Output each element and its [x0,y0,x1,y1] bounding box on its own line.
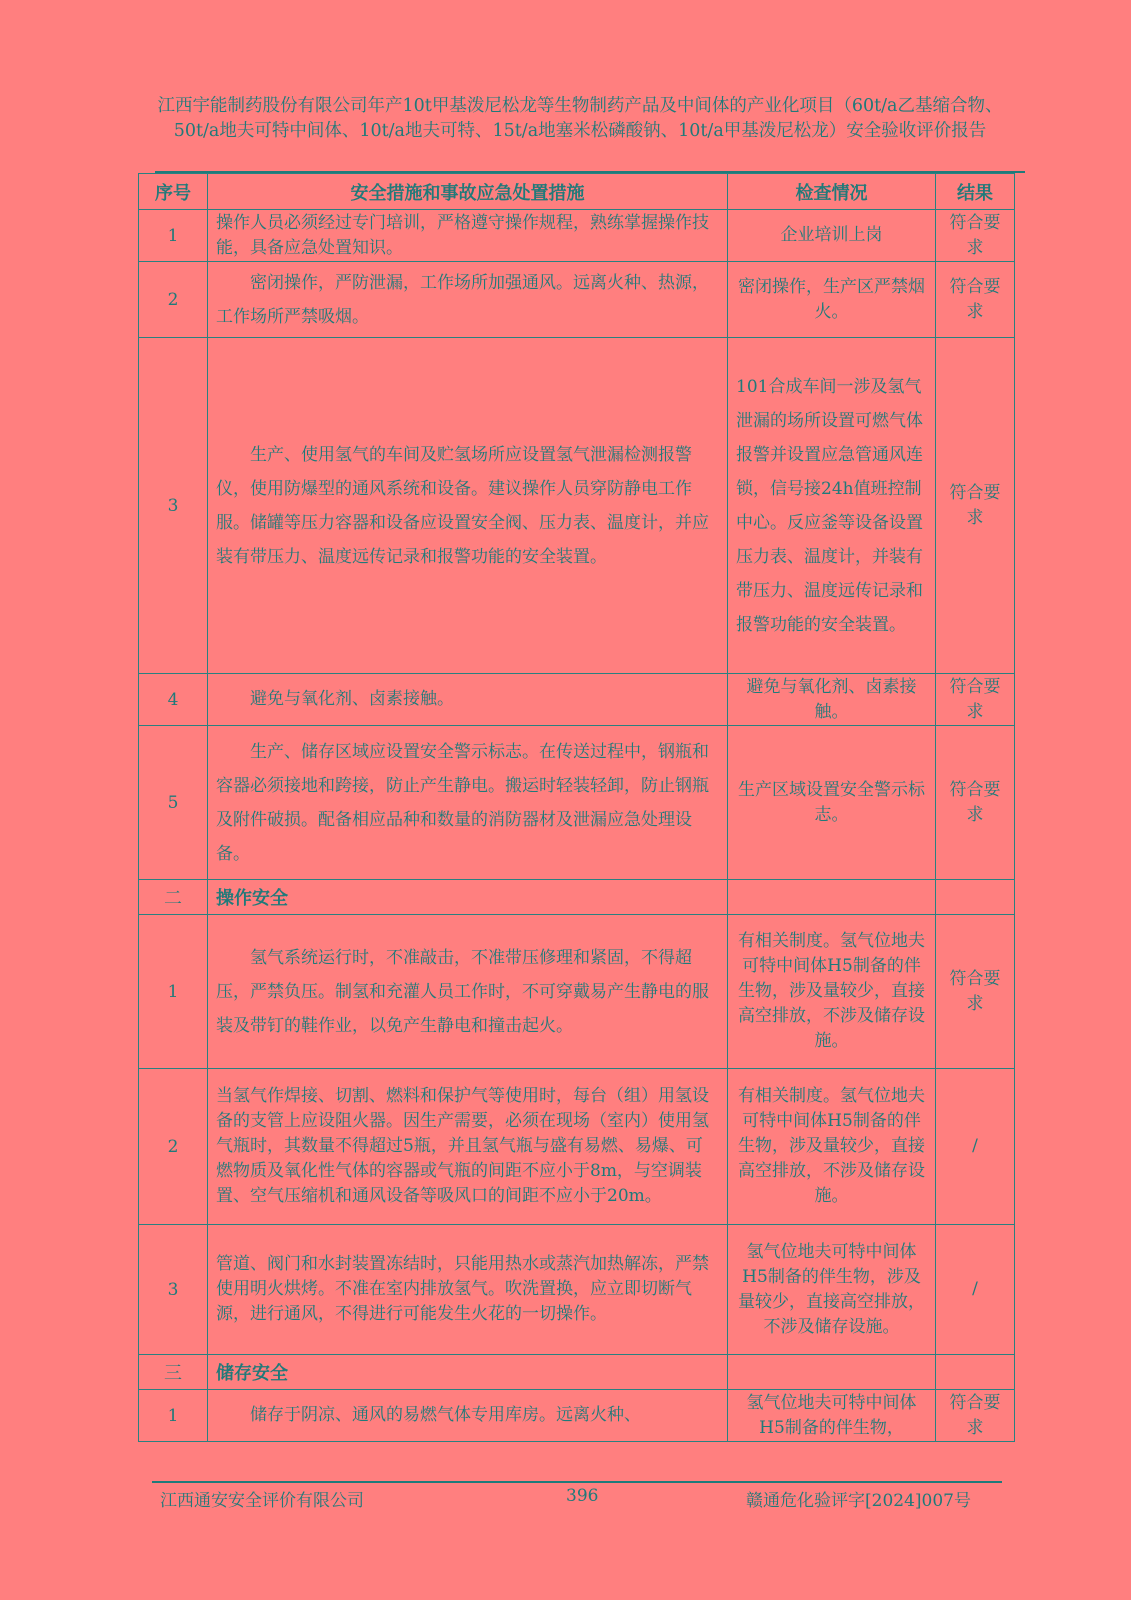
column-header-result: 结果 [936,174,1015,210]
row-measure: 储存于阴凉、通风的易燃气体专用库房。远离火种、 [208,1390,728,1442]
empty-cell [728,880,936,915]
row-check: 生产区域设置安全警示标志。 [728,726,936,880]
row-check: 避免与氧化剂、卤素接触。 [728,674,936,726]
table-row [139,262,1015,338]
column-header-measure: 安全措施和事故应急处置措施 [208,174,728,210]
row-result: 符合要求 [936,338,1015,674]
column-header-no: 序号 [139,174,208,210]
row-no: 5 [139,726,208,880]
section-header-row [139,880,1015,915]
empty-cell [936,1355,1015,1390]
row-result: 符合要求 [936,915,1015,1069]
row-check: 有相关制度。氢气位地夫可特中间体H5制备的伴生物，涉及量较少，直接高空排放，不涉及储存设施。 [728,1069,936,1225]
table-row [139,1390,1015,1442]
table-row [139,338,1015,674]
row-measure: 密闭操作，严防泄漏，工作场所加强通风。远离火种、热源，工作场所严禁吸烟。 [208,262,728,338]
row-measure: 生产、储存区域应设置安全警示标志。在传送过程中，钢瓶和容器必须接地和跨接，防止产生静电。搬运时轻装轻卸，防止钢瓶及附件破损。配备相应品种和数量的消防器材及泄漏应急处理设备。 [208,726,728,880]
row-result: 符合要求 [936,674,1015,726]
row-check: 企业培训上岗 [728,210,936,262]
row-check: 氢气位地夫可特中间体H5制备的伴生物， [728,1390,936,1442]
row-result: / [936,1225,1015,1355]
table-row [139,726,1015,880]
table-header-row [139,174,1015,210]
row-check: 密闭操作，生产区严禁烟火。 [728,262,936,338]
table-row [139,1069,1015,1225]
row-no: 1 [139,915,208,1069]
row-result: 符合要求 [936,1390,1015,1442]
section-title: 操作安全 [208,880,728,915]
row-no: 2 [139,1069,208,1225]
empty-cell [936,880,1015,915]
section-no: 二 [139,880,208,915]
table-row [139,915,1015,1069]
row-check: 有相关制度。氢气位地夫可特中间体H5制备的伴生物，涉及量较少，直接高空排放，不涉及储存设施。 [728,915,936,1069]
table-row [139,210,1015,262]
section-title: 储存安全 [208,1355,728,1390]
row-result: / [936,1069,1015,1225]
row-measure: 避免与氧化剂、卤素接触。 [208,674,728,726]
footer-doc-number: 赣通危化验评字[2024]007号 [746,1491,971,1511]
row-measure: 管道、阀门和水封装置冻结时，只能用热水或蒸汽加热解冻，严禁使用明火烘烤。不准在室内排放氢气。吹洗置换，应立即切断气源，进行通风，不得进行可能发生火花的一切操作。 [208,1225,728,1355]
section-no: 三 [139,1355,208,1390]
row-no: 1 [139,1390,208,1442]
row-measure: 生产、使用氢气的车间及贮氢场所应设置氢气泄漏检测报警仪，使用防爆型的通风系统和设备。建议操作人员穿防静电工作服。储罐等压力容器和设备应设置安全阀、压力表、温度计，并应装有带压力、温度远传记录和报警功能的安全装置。 [208,338,728,674]
page-number: 396 [566,1486,599,1506]
column-header-check: 检查情况 [728,174,936,210]
row-no: 3 [139,1225,208,1355]
empty-cell [728,1355,936,1390]
row-result: 符合要求 [936,210,1015,262]
row-measure: 当氢气作焊接、切割、燃料和保护气等使用时，每台（组）用氢设备的支管上应设阻火器。因生产需要，必须在现场（室内）使用氢气瓶时，其数量不得超过5瓶，并且氢气瓶与盛有易燃、易爆、可燃物质及氧化性气体的容器或气瓶的间距不应小于8m，与空调装置、空气压缩机和通风设备等吸风口的间距不应小于20m。 [208,1069,728,1225]
table-row [139,674,1015,726]
row-check: 氢气位地夫可特中间体H5制备的伴生物，涉及量较少，直接高空排放，不涉及储存设施。 [728,1225,936,1355]
row-measure: 氢气系统运行时，不准敲击，不准带压修理和紧固，不得超压，严禁负压。制氢和充灌人员工作时，不可穿戴易产生静电的服装及带钉的鞋作业，以免产生静电和撞击起火。 [208,915,728,1069]
footer-divider [152,1481,1002,1483]
section-header-row [139,1355,1015,1390]
row-result: 符合要求 [936,726,1015,880]
table-row [139,1225,1015,1355]
row-no: 3 [139,338,208,674]
row-no: 1 [139,210,208,262]
row-no: 2 [139,262,208,338]
footer-company: 江西通安安全评价有限公司 [160,1491,364,1511]
safety-measures-table [138,173,1015,1442]
row-measure: 操作人员必须经过专门培训，严格遵守操作规程，熟练掌握操作技能，具备应急处置知识。 [208,210,728,262]
row-result: 符合要求 [936,262,1015,338]
row-no: 4 [139,674,208,726]
document-title: 江西宇能制药股份有限公司年产10t甲基泼尼松龙等生物制药产品及中间体的产业化项目（60t/a乙基缩合物、50t/a地夫可特中间体、10t/a地夫可特、15t/a地塞米松磷酸钠、10t/a甲基泼尼松龙）安全验收评价报告 [157,96,1003,141]
row-check: 101合成车间一涉及氢气泄漏的场所设置可燃气体报警并设置应急管通风连锁，信号接24h值班控制中心。反应釜等设备设置压力表、温度计，并装有带压力、温度远传记录和报警功能的安全装置。 [728,338,936,674]
